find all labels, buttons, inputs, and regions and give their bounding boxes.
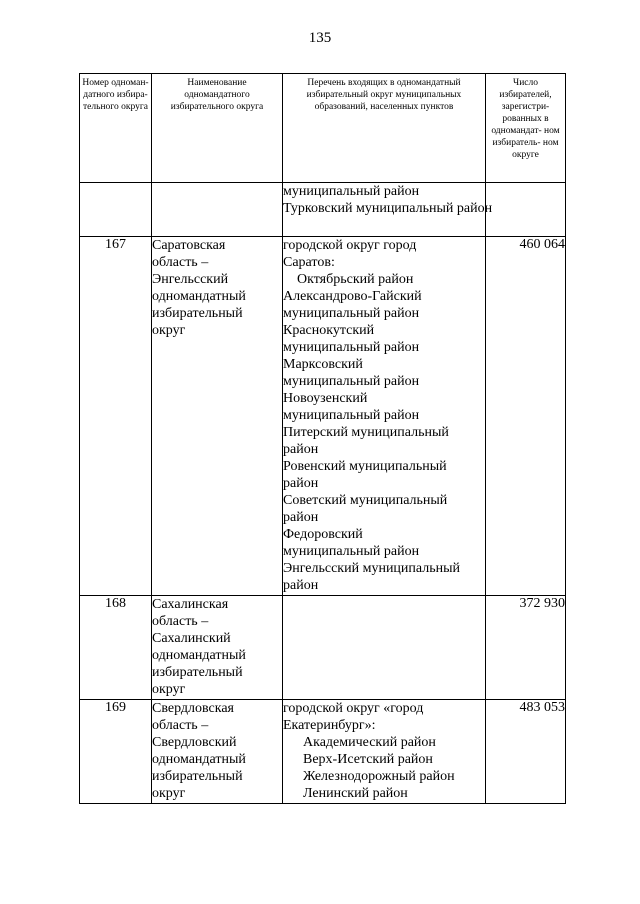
table-row bbox=[80, 237, 566, 596]
list-line: район bbox=[283, 510, 319, 525]
list-line: Федоровский bbox=[283, 527, 363, 542]
cell-number bbox=[80, 183, 152, 237]
list-line: Новоузенский bbox=[283, 391, 368, 406]
list-line: Энгельсский муниципальный bbox=[283, 561, 461, 576]
list-line: Академический район bbox=[303, 735, 436, 750]
districts-table bbox=[79, 73, 566, 804]
name-line: Энгельсский bbox=[152, 272, 229, 287]
name-line: округ bbox=[152, 682, 186, 697]
name-line: одномандатный bbox=[152, 648, 246, 663]
cell-voters bbox=[486, 183, 566, 237]
list-line: район bbox=[283, 442, 319, 457]
list-line: муниципальный район bbox=[283, 306, 420, 321]
name-line: область – bbox=[152, 255, 209, 270]
list-line: Железнодорожный район bbox=[303, 769, 455, 784]
district-list bbox=[283, 237, 486, 596]
name-line: избирательный bbox=[152, 769, 243, 784]
list-line: муниципальный район bbox=[283, 408, 420, 423]
page-number: 135 bbox=[308, 30, 332, 46]
voter-count: 460 064 bbox=[486, 237, 566, 596]
list-line: Турковский муниципальный район bbox=[283, 201, 493, 216]
list-line: Питерский муниципальный bbox=[283, 425, 449, 440]
name-line: одномандатный bbox=[152, 752, 246, 767]
district-list bbox=[283, 700, 486, 804]
list-line: Екатеринбург»: bbox=[283, 718, 376, 733]
table-row-continuation bbox=[80, 183, 566, 237]
district-number: 169 bbox=[80, 700, 152, 804]
cell-list bbox=[283, 183, 493, 237]
table-header-row bbox=[80, 74, 566, 183]
list-line: Александрово-Гайский bbox=[283, 289, 422, 304]
district-name bbox=[152, 700, 283, 804]
list-line: Ровенский муниципальный bbox=[283, 459, 447, 474]
name-line: избирательный bbox=[152, 665, 243, 680]
list-line: городской округ «город bbox=[283, 701, 424, 716]
table-row bbox=[80, 596, 566, 700]
district-number: 167 bbox=[80, 237, 152, 596]
name-line: Саратовская bbox=[152, 238, 226, 253]
list-line: городской округ город bbox=[283, 238, 417, 253]
name-line: округ bbox=[152, 786, 186, 801]
name-line: область – bbox=[152, 614, 209, 629]
voter-count: 483 053 bbox=[486, 700, 566, 804]
list-line: Октябрьский район bbox=[297, 272, 414, 287]
list-line: Советский муниципальный bbox=[283, 493, 448, 508]
name-line: Сахалинская bbox=[152, 597, 229, 612]
cell-name bbox=[152, 183, 283, 237]
list-line: район bbox=[283, 476, 319, 491]
name-line: область – bbox=[152, 718, 209, 733]
list-line: Краснокутский bbox=[283, 323, 375, 338]
list-line: муниципальный район bbox=[283, 340, 420, 355]
name-line: одномандатный bbox=[152, 289, 246, 304]
list-line: муниципальный район bbox=[283, 374, 420, 389]
district-name bbox=[152, 596, 283, 700]
table-row bbox=[80, 700, 566, 804]
name-line: Сахалинский bbox=[152, 631, 231, 646]
voter-count: 372 930 bbox=[486, 596, 566, 700]
list-line: район bbox=[283, 578, 319, 593]
name-line: Свердловская bbox=[152, 701, 234, 716]
name-line: Свердловский bbox=[152, 735, 237, 750]
name-line: округ bbox=[152, 323, 186, 338]
header-list: Перечень входящих в одномандатный избирательный округ муниципальных образований, населенных пунктов bbox=[283, 74, 486, 183]
district-list bbox=[283, 596, 486, 700]
header-voters: Число избирателей, зарегистри- рованных в одномандат- ном избиратель- ном округе bbox=[486, 74, 566, 183]
list-line: муниципальный район bbox=[283, 544, 420, 559]
header-number: Номер одноман- датного избира- тельного округа bbox=[80, 74, 152, 183]
list-line: Саратов: bbox=[283, 255, 335, 270]
header-name: Наименование одномандатного избирательного округа bbox=[152, 74, 283, 183]
list-line: Марксовский bbox=[283, 357, 363, 372]
district-number: 168 bbox=[80, 596, 152, 700]
list-line: Верх-Исетский район bbox=[303, 752, 433, 767]
district-name bbox=[152, 237, 283, 596]
list-line: Ленинский район bbox=[303, 786, 408, 801]
name-line: избирательный bbox=[152, 306, 243, 321]
list-line: муниципальный район bbox=[283, 184, 420, 199]
